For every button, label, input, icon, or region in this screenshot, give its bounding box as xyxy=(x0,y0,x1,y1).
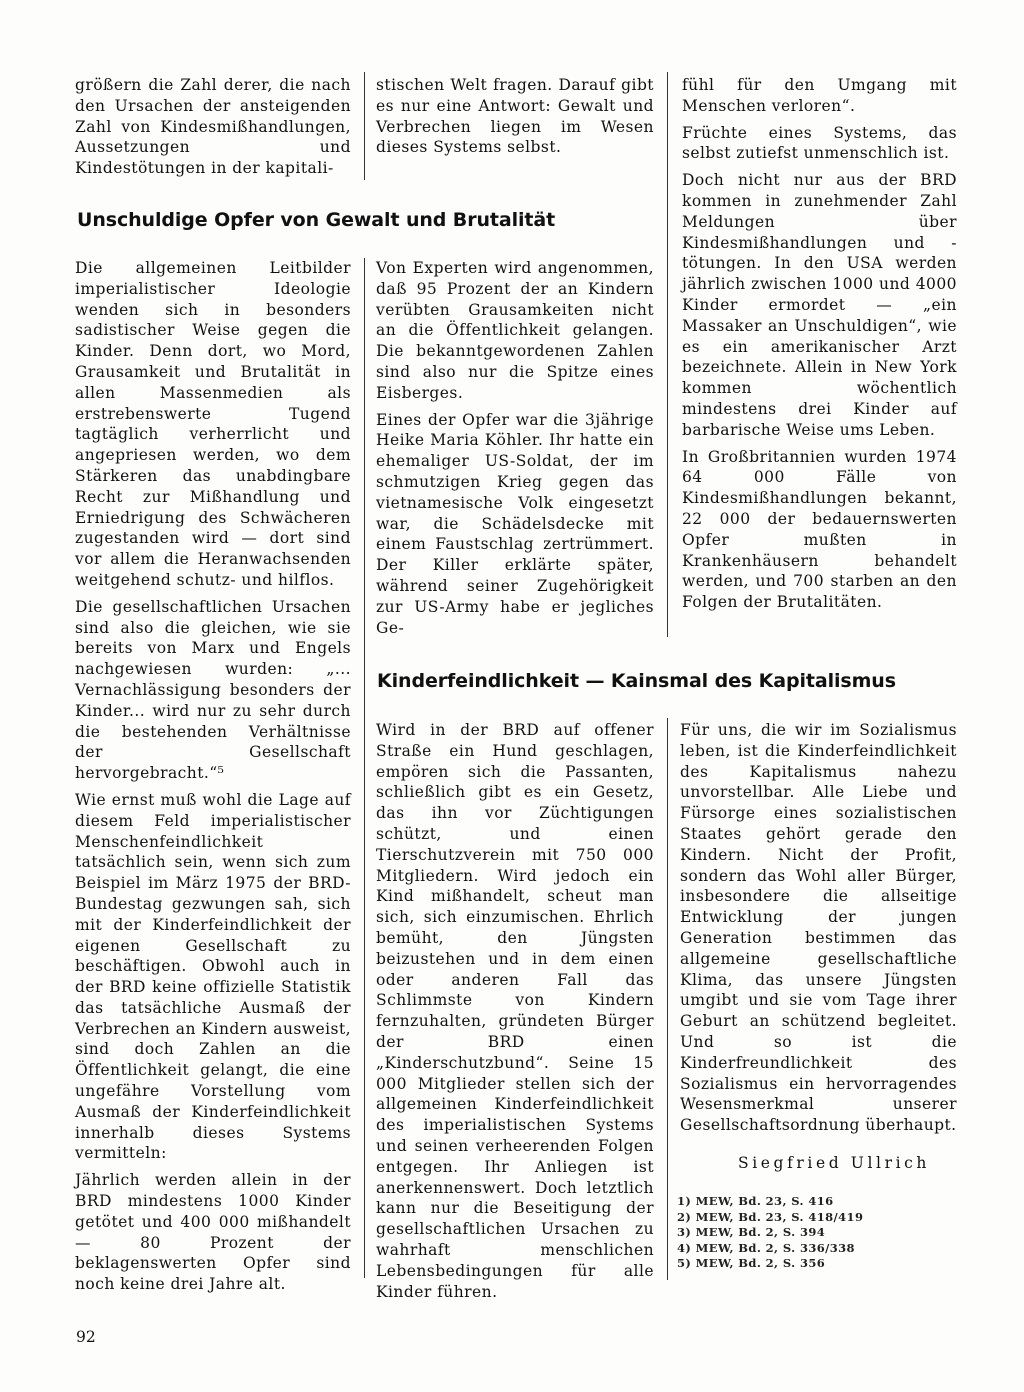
section-heading-kainsmal: Kinderfeindlichkeit — Kainsmal des Kapitalismus xyxy=(377,670,896,692)
paragraph: Wird in der BRD auf offener Straße ein Hund geschlagen, empören sich die Passanten, schließlich gibt es ein Gesetz, das ihn vor Züchtigungen schützt, und einen Tierschutzverein mit 750 000 Mitgliedern. Wird jedoch ein Kind mißhandelt, scheut man sich, sich einzumischen. Ehrlich bemüht, den Jüngsten beizustehen und in dem einen oder anderen Fall das Schlimmste von Kindern fernzuhalten, gründeten Bürger der BRD einen „Kinderschutzbund“. Seine 15 000 Mitglieder stellen sich der allgemeinen Kinderfeindlichkeit des imperialistischen Systems und seinen verheerenden Folgen entgegen. Ihr Anliegen ist anerkennenswert. Doch letztlich kann nur die Beseitigung der gesellschaftlichen Ursachen zu wahrhaft menschlichen Lebensbedingungen für alle Kinder führen. xyxy=(376,721,654,1301)
right-column-top xyxy=(682,75,957,613)
column-divider xyxy=(364,72,365,180)
footnotes xyxy=(677,1194,863,1272)
paragraph: Wie ernst muß wohl die Lage auf diesem Feld imperialistischer Menschenfeindlichkeit tatsächlich sein, wenn sich zum Beispiel im März 1975 der BRD-Bundestag gezwungen sah, sich mit der Kinderfeindlichkeit der eigenen Gesellschaft zu beschäftigen. Obwohl auch in der BRD keine offizielle Statistik das tatsächliche Ausmaß der Verbrechen an Kindern ausweist, sind doch Zahlen an die Öffentlichkeit gelangt, die eine ungefähre Vorstellung vom Ausmaß der Kinderfeindlichkeit innerhalb dieses Systems vermitteln: xyxy=(75,790,351,1163)
page-number: 92 xyxy=(76,1328,96,1346)
column-divider xyxy=(667,718,668,1280)
paragraph: Von Experten wird angenommen, daß 95 Prozent der an Kindern verübten Grausamkeiten nicht an die Öffentlichkeit gelangen. Die bekanntgewordenen Zahlen sind also nur die Spitze eines Eisberges. xyxy=(376,259,654,402)
paragraph: In Großbritannien wurden 1974 64 000 Fälle von Kindesmißhandlungen bekannt, 22 000 der bedauernswerten Opfer mußten in Krankenhäusern behandelt werden, und 700 starben an den Folgen der Brutalitäten. xyxy=(682,447,957,612)
paragraph: größern die Zahl derer, die nach den Ursachen der ansteigenden Zahl von Kindesmißhandlungen, Aussetzungen und Kindestötungen in der kapitali- xyxy=(75,76,351,178)
paragraph: Früchte eines Systems, das selbst zutiefst unmenschlich ist. xyxy=(682,123,957,163)
footnote: 2) MEW, Bd. 23, S. 418/419 xyxy=(677,1209,864,1224)
column-divider xyxy=(364,258,365,1278)
section-heading-victims: Unschuldige Opfer von Gewalt und Brutalität xyxy=(77,209,556,231)
paragraph: Eines der Opfer war die 3jährige Heike Maria Köhler. Ihr hatte ein ehemaliger US-Soldat, der im schmutzigen Krieg gegen das vietnamesische Volk eingesetzt war, die Schädelsdecke mit einem Faustschlag zertrümmert. Der Killer erklärte später, während seiner Zugehörigkeit zur US-Army habe er jegliches Ge- xyxy=(376,410,654,637)
paragraph: Für uns, die wir im Sozialismus leben, ist die Kinderfeindlichkeit des Kapitalismus nahezu unvorstellbar. Alle Liebe und Fürsorge eines sozialistischen Staates gehört gerade den Kindern. Nicht der Profit, sondern das Wohl aller Bürger, insbesondere die allseitige Entwicklung der jungen Generation bestimmen das allgemeine gesellschaftliche Klima, das unsere Jüngsten umgibt und sie vom Tage ihrer Geburt an schützend begleitet. Und so ist die Kinderfreundlichkeit des Sozialismus ein hervorragendes Wesensmerkmal unserer Gesellschaftsordnung überhaupt. xyxy=(680,721,957,1135)
intro-column-1 xyxy=(75,75,351,179)
column-divider xyxy=(667,72,668,637)
paragraph: stischen Welt fragen. Darauf gibt es nur eine Antwort: Gewalt und Verbrechen liegen im Wesen dieses Systems selbst. xyxy=(376,76,654,157)
intro-column-2 xyxy=(376,75,654,158)
section1-column-1 xyxy=(75,258,351,1295)
author-signature: Siegfried Ullrich xyxy=(738,1154,931,1172)
footnote: 4) MEW, Bd. 2, S. 336/338 xyxy=(677,1240,855,1255)
paragraph: Doch nicht nur aus der BRD kommen in zunehmender Zahl Meldungen über Kindesmißhandlungen und -tötungen. In den USA werden jährlich zwischen 1000 und 4000 Kinder ermordet — „ein Massaker an Unschuldigen“, wie es ein amerikanischer Arzt bezeichnete. Allein in New York kommen wöchentlich mindestens drei Kinder auf barbarische Weise ums Leben. xyxy=(682,171,957,439)
section1-column-2 xyxy=(376,258,654,638)
paragraph: fühl für den Umgang mit Menschen verloren“. xyxy=(682,76,957,115)
footnote: 1) MEW, Bd. 23, S. 416 xyxy=(677,1194,834,1208)
section2-column-1 xyxy=(376,720,654,1302)
footnote: 5) MEW, Bd. 2, S. 356 xyxy=(677,1256,826,1270)
paragraph: Die allgemeinen Leitbilder imperialistischer Ideologie wenden sich in besonders sadistischer Weise gegen die Kinder. Denn dort, wo Mord, Grausamkeit und Brutalität in allen Massenmedien als erstrebenswerte Tugend tagtäglich verherrlicht und angepriesen werden, wo dem Stärkeren das unabdingbare Recht zur Mißhandlung und Erniedrigung des Schwächeren zugestanden wird — dort sind vor allem die Heranwachsenden weitgehend schutz- und hilflos. xyxy=(75,259,351,589)
paragraph: Jährlich werden allein in der BRD mindestens 1000 Kinder getötet und 400 000 mißhandelt — 80 Prozent der beklagenswerten Opfer sind noch keine drei Jahre alt. xyxy=(75,1171,351,1294)
section2-column-2 xyxy=(680,720,957,1136)
paragraph: Die gesellschaftlichen Ursachen sind also die gleichen, wie sie bereits von Marx und Engels nachgewiesen wurden: „... Vernachlässigung besonders der Kinder... wird nur zu sehr durch die bestehenden Verhältnisse der Gesellschaft hervorgebracht.“⁵ xyxy=(75,597,351,783)
footnote: 3) MEW, Bd. 2, S. 394 xyxy=(677,1225,826,1239)
